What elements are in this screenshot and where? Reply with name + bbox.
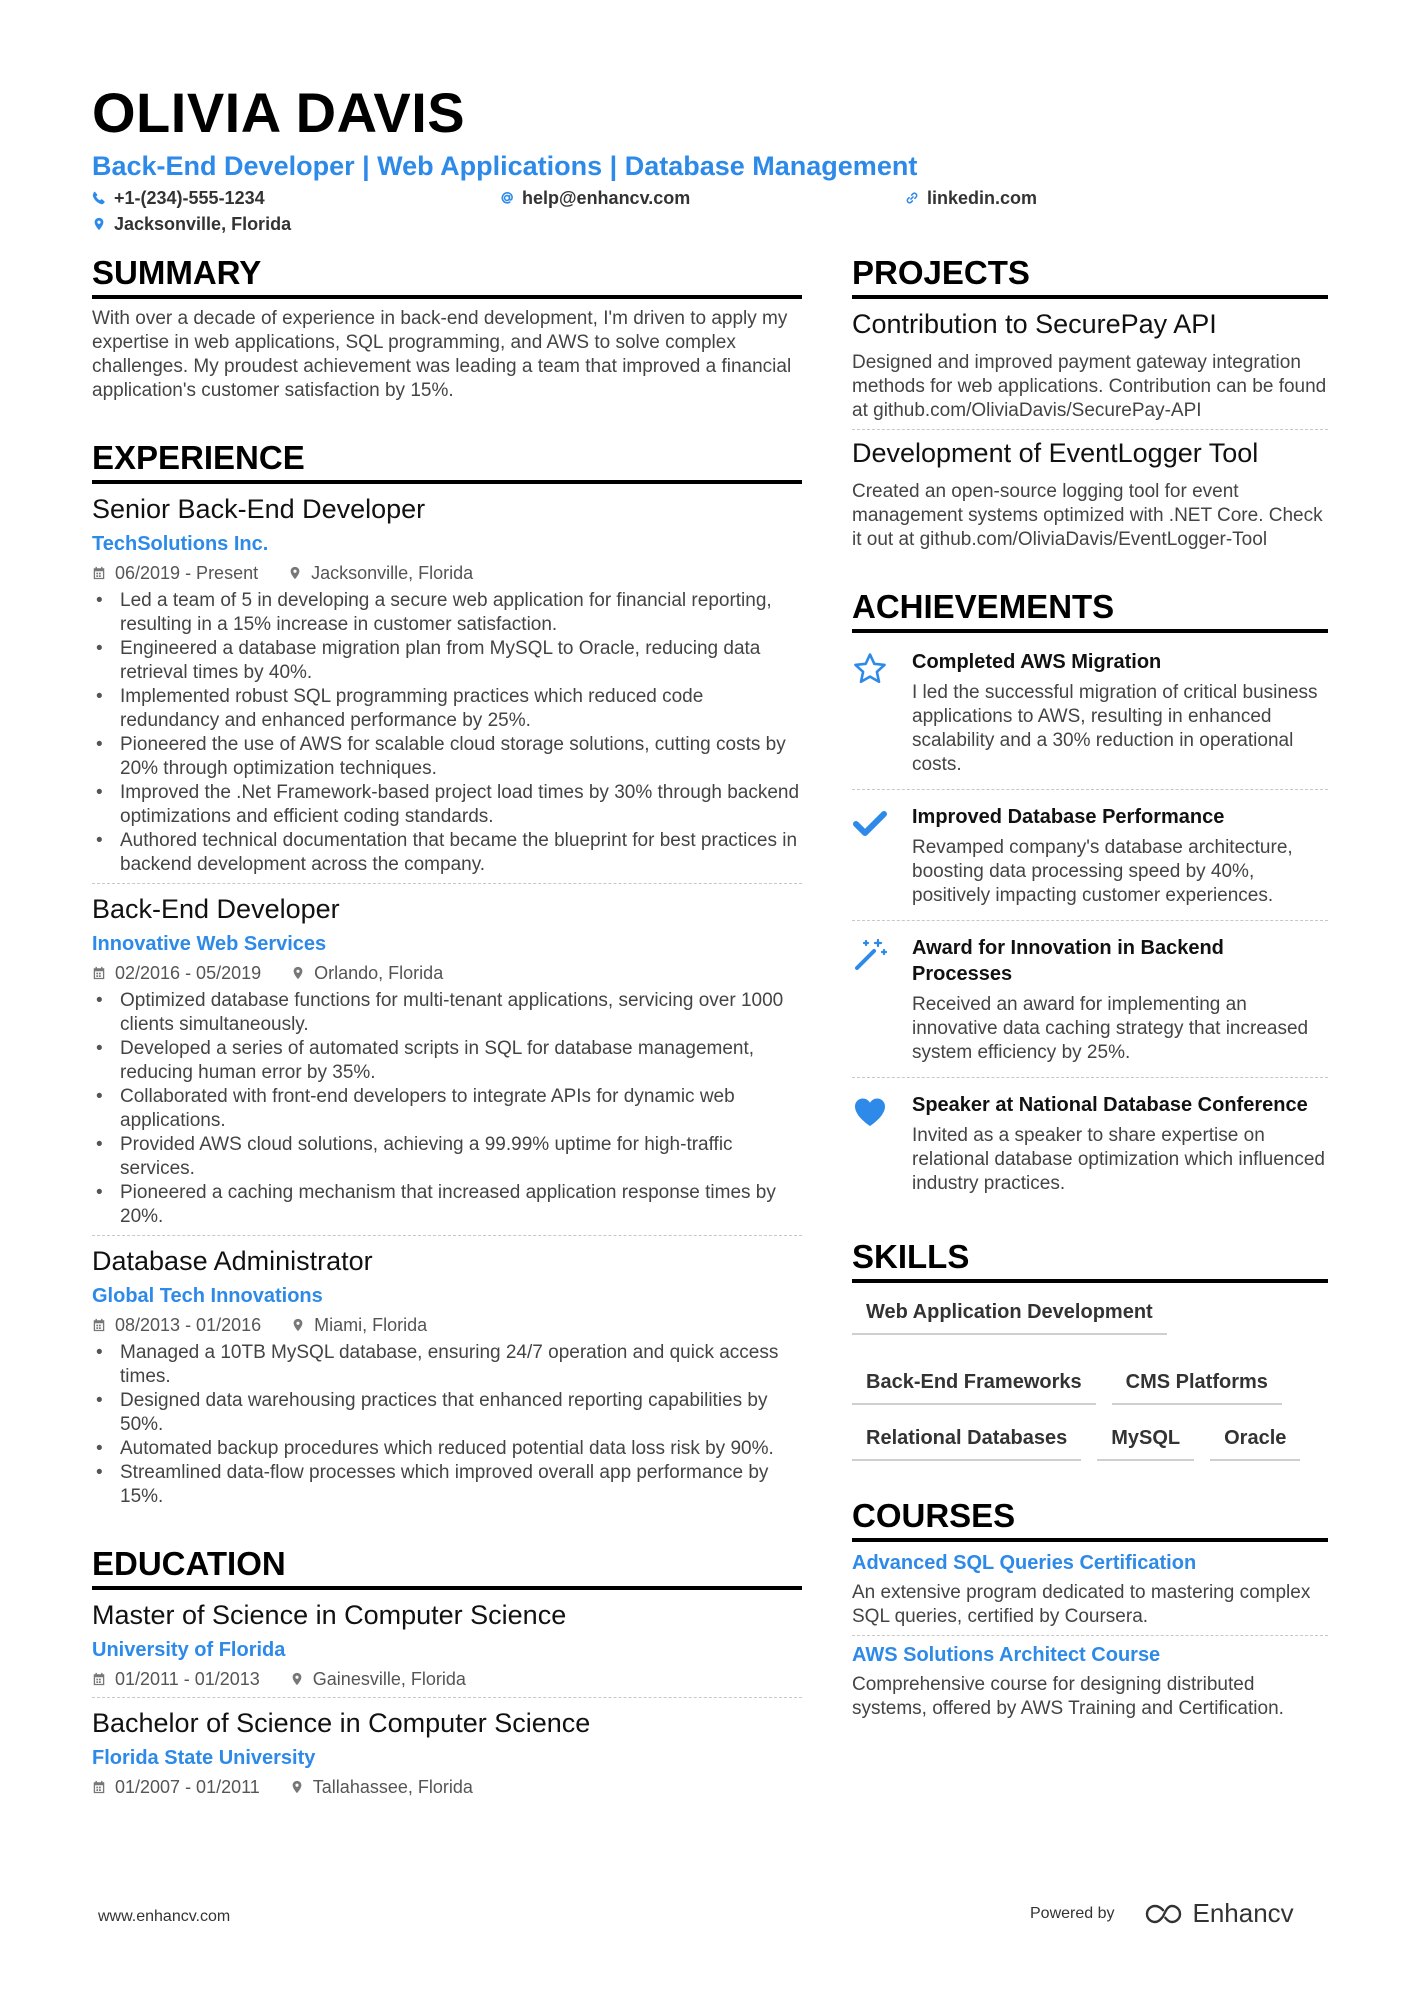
- course-description: Comprehensive course for designing distributed systems, offered by AWS Training and Certification.: [852, 1674, 1284, 1719]
- job-bullet: • Authored technical documentation that became the blueprint for best practices in backend development across the company.: [92, 829, 802, 877]
- education-dates: 01/2011 - 01/2013: [115, 1669, 260, 1689]
- job-bullet: • Improved the .Net Framework-based project load times by 30% through backend optimizations and efficient coding standards.: [92, 781, 802, 829]
- achievement-entry: [852, 796, 1328, 914]
- phone-icon: [92, 191, 106, 205]
- skill-tag: Web Application Development: [852, 1293, 1167, 1335]
- experience-entry: [92, 892, 802, 1229]
- checkmark-icon: [852, 804, 892, 908]
- achievement-description: I led the successful migration of critical business applications to AWS, resulting in enhanced scalability and a 30% reduction in operational costs.: [912, 682, 1318, 775]
- divider: [852, 1635, 1328, 1636]
- achievements-heading: ACHIEVEMENTS: [852, 586, 1328, 633]
- contact-location: [92, 212, 291, 236]
- brand-name: Enhancv: [1192, 1898, 1294, 1928]
- education-location: Tallahassee, Florida: [312, 1777, 473, 1797]
- calendar-icon: [92, 566, 106, 580]
- divider: [852, 1077, 1328, 1078]
- education-entry: [92, 1706, 802, 1799]
- education-dates: 01/2007 - 01/2011: [115, 1777, 260, 1797]
- job-location: Orlando, Florida: [314, 963, 444, 983]
- achievement-title: Speaker at National Database Conference: [912, 1094, 1308, 1116]
- summary-heading: SUMMARY: [92, 252, 802, 299]
- courses-heading: COURSES: [852, 1495, 1328, 1542]
- achievements-section: [852, 586, 1328, 1202]
- job-bullet: • Pioneered the use of AWS for scalable cloud storage solutions, cutting costs by 20% through optimization techniques.: [92, 733, 802, 781]
- divider: [92, 883, 802, 884]
- job-bullet: • Provided AWS cloud solutions, achieving a 99.99% uptime for high-traffic services.: [92, 1133, 802, 1181]
- skill-tag: Relational Databases: [852, 1419, 1081, 1461]
- projects-section: [852, 252, 1328, 552]
- achievement-title: Award for Innovation in Backend Processes: [912, 937, 1224, 985]
- project-description: Designed and improved payment gateway integration methods for web applications. Contribution can be found at github.com/OliviaDavis/SecurePay-API: [852, 352, 1327, 421]
- job-role: Back-End Developer: [92, 894, 340, 924]
- achievement-entry: [852, 1084, 1328, 1202]
- email-text: help@enhancv.com: [522, 188, 691, 208]
- job-bullet: • Optimized database functions for multi-tenant applications, servicing over 1000 clients simultaneously.: [92, 989, 802, 1037]
- location-pin-icon: [288, 566, 302, 580]
- star-icon: [852, 649, 892, 777]
- job-bullets: [92, 589, 802, 877]
- job-company[interactable]: Global Tech Innovations: [92, 1285, 323, 1307]
- location-pin-icon: [92, 217, 106, 231]
- contact-email[interactable]: [500, 186, 690, 210]
- job-company[interactable]: Innovative Web Services: [92, 933, 327, 955]
- experience-entry: [92, 1244, 802, 1509]
- footer-branding: [1030, 1898, 1294, 1929]
- course-entry: [852, 1550, 1328, 1629]
- project-title: Development of EventLogger Tool: [852, 438, 1259, 468]
- job-bullet: • Streamlined data-flow processes which improved overall app performance by 15%.: [92, 1461, 802, 1509]
- enhancv-logo[interactable]: [1141, 1898, 1294, 1929]
- job-dates: 06/2019 - Present: [115, 563, 259, 583]
- job-bullet: • Managed a 10TB MySQL database, ensuring 24/7 operation and quick access times.: [92, 1341, 802, 1389]
- contact-phone[interactable]: [92, 186, 265, 210]
- skills-section: [852, 1236, 1328, 1461]
- skill-tag: MySQL: [1097, 1419, 1194, 1461]
- job-bullet: • Implemented robust SQL programming practices which reduced code redundancy and enhanced performance by 25%.: [92, 685, 802, 733]
- projects-heading: PROJECTS: [852, 252, 1328, 299]
- degree-title: Master of Science in Computer Science: [92, 1600, 567, 1630]
- job-meta: [92, 1313, 802, 1337]
- education-location: Gainesville, Florida: [312, 1669, 466, 1689]
- course-title[interactable]: AWS Solutions Architect Course: [852, 1644, 1161, 1666]
- school-name[interactable]: Florida State University: [92, 1747, 316, 1769]
- location-pin-icon: [291, 966, 305, 980]
- job-location: Jacksonville, Florida: [311, 563, 474, 583]
- calendar-icon: [92, 1780, 106, 1794]
- left-column: [92, 252, 802, 1799]
- contact-info: [92, 186, 1322, 242]
- courses-section: [852, 1495, 1328, 1721]
- job-bullet: • Led a team of 5 in developing a secure web application for financial reporting, resulting in a 15% increase in customer satisfaction.: [92, 589, 802, 637]
- degree-title: Bachelor of Science in Computer Science: [92, 1708, 591, 1738]
- location-pin-icon: [291, 1318, 305, 1332]
- candidate-name: OLIVIA DAVIS: [92, 81, 466, 144]
- enhancv-logo-icon: [1141, 1900, 1185, 1928]
- school-name[interactable]: University of Florida: [92, 1639, 286, 1661]
- achievement-description: Received an award for implementing an innovative data caching strategy that increased system efficiency by 25%.: [912, 994, 1309, 1063]
- job-role: Senior Back-End Developer: [92, 494, 426, 524]
- job-dates: 08/2013 - 01/2016: [115, 1315, 262, 1335]
- right-column: [852, 252, 1328, 1721]
- summary-section: [92, 252, 802, 403]
- project-title: Contribution to SecurePay API: [852, 309, 1217, 339]
- achievement-description: Revamped company's database architecture, boosting data processing speed by 40%, positively impacting customer experiences.: [912, 837, 1293, 906]
- job-bullet: • Engineered a database migration plan from MySQL to Oracle, reducing data retrieval times by 40%.: [92, 637, 802, 685]
- skill-tag: CMS Platforms: [1112, 1363, 1282, 1405]
- experience-entry: [92, 492, 802, 877]
- achievement-description: Invited as a speaker to share expertise on relational database optimization which influenced industry practices.: [912, 1125, 1325, 1194]
- calendar-icon: [92, 1672, 106, 1686]
- summary-text: With over a decade of experience in back-end development, I'm driven to apply my expertise in web applications, SQL programming, and AWS to solve complex challenges. My proudest achievement was leading a team that improved a financial application's customer satisfaction by 15%.: [92, 308, 792, 401]
- project-entry: [852, 307, 1328, 423]
- powered-by-text: Powered by: [1030, 1904, 1115, 1922]
- achievement-entry: [852, 641, 1328, 783]
- skills-heading: SKILLS: [852, 1236, 1328, 1283]
- project-description: Created an open-source logging tool for event management systems optimized with .NET Core. Check it out at github.com/OliviaDavis/EventLogger-Tool: [852, 481, 1323, 550]
- skill-tag: Oracle: [1210, 1419, 1300, 1461]
- location-pin-icon: [290, 1780, 304, 1794]
- contact-linkedin[interactable]: [905, 186, 1037, 210]
- achievement-title: Completed AWS Migration: [912, 651, 1162, 673]
- job-company[interactable]: TechSolutions Inc.: [92, 533, 269, 555]
- divider: [92, 1697, 802, 1698]
- job-location: Miami, Florida: [314, 1315, 428, 1335]
- experience-section: [92, 437, 802, 1509]
- divider: [92, 1235, 802, 1236]
- divider: [852, 920, 1328, 921]
- divider: [852, 789, 1328, 790]
- achievement-title: Improved Database Performance: [912, 806, 1225, 828]
- job-meta: [92, 961, 802, 985]
- link-icon: [905, 191, 919, 205]
- job-bullet: • Developed a series of automated scripts in SQL for database management, reducing human error by 35%.: [92, 1037, 802, 1085]
- skill-tag: Back-End Frameworks: [852, 1363, 1096, 1405]
- resume-header: [92, 78, 1322, 242]
- education-entry: [92, 1598, 802, 1691]
- job-bullet: • Collaborated with front-end developers to integrate APIs for dynamic web applications.: [92, 1085, 802, 1133]
- education-meta: [92, 1775, 802, 1799]
- job-bullet: • Designed data warehousing practices that enhanced reporting capabilities by 50%.: [92, 1389, 802, 1437]
- education-meta: [92, 1667, 802, 1691]
- project-entry: [852, 436, 1328, 552]
- job-bullets: [92, 1341, 802, 1509]
- magic-wand-icon: [852, 935, 892, 1065]
- job-dates: 02/2016 - 05/2019: [115, 963, 262, 983]
- phone-text: +1-(234)-555-1234: [114, 188, 265, 208]
- course-entry: [852, 1642, 1328, 1721]
- education-heading: EDUCATION: [92, 1543, 802, 1590]
- course-description: An extensive program dedicated to mastering complex SQL queries, certified by Coursera.: [852, 1582, 1311, 1627]
- footer-website[interactable]: www.enhancv.com: [98, 1908, 231, 1925]
- job-role: Database Administrator: [92, 1246, 373, 1276]
- experience-heading: EXPERIENCE: [92, 437, 802, 484]
- education-section: [92, 1543, 802, 1799]
- location-pin-icon: [290, 1672, 304, 1686]
- job-meta: [92, 561, 802, 585]
- course-title[interactable]: Advanced SQL Queries Certification: [852, 1552, 1197, 1574]
- location-text: Jacksonville, Florida: [114, 214, 292, 234]
- job-bullets: [92, 989, 802, 1229]
- skills-list: [852, 1293, 1328, 1461]
- candidate-tagline: Back-End Developer | Web Applications | Database Management: [92, 151, 918, 181]
- linkedin-text: linkedin.com: [927, 188, 1038, 208]
- achievement-entry: [852, 927, 1328, 1071]
- divider: [852, 429, 1328, 430]
- heart-icon: [852, 1092, 892, 1196]
- job-bullet: • Automated backup procedures which reduced potential data loss risk by 90%.: [92, 1437, 802, 1461]
- at-sign-icon: [500, 191, 514, 205]
- calendar-icon: [92, 966, 106, 980]
- calendar-icon: [92, 1318, 106, 1332]
- job-bullet: • Pioneered a caching mechanism that increased application response times by 20%.: [92, 1181, 802, 1229]
